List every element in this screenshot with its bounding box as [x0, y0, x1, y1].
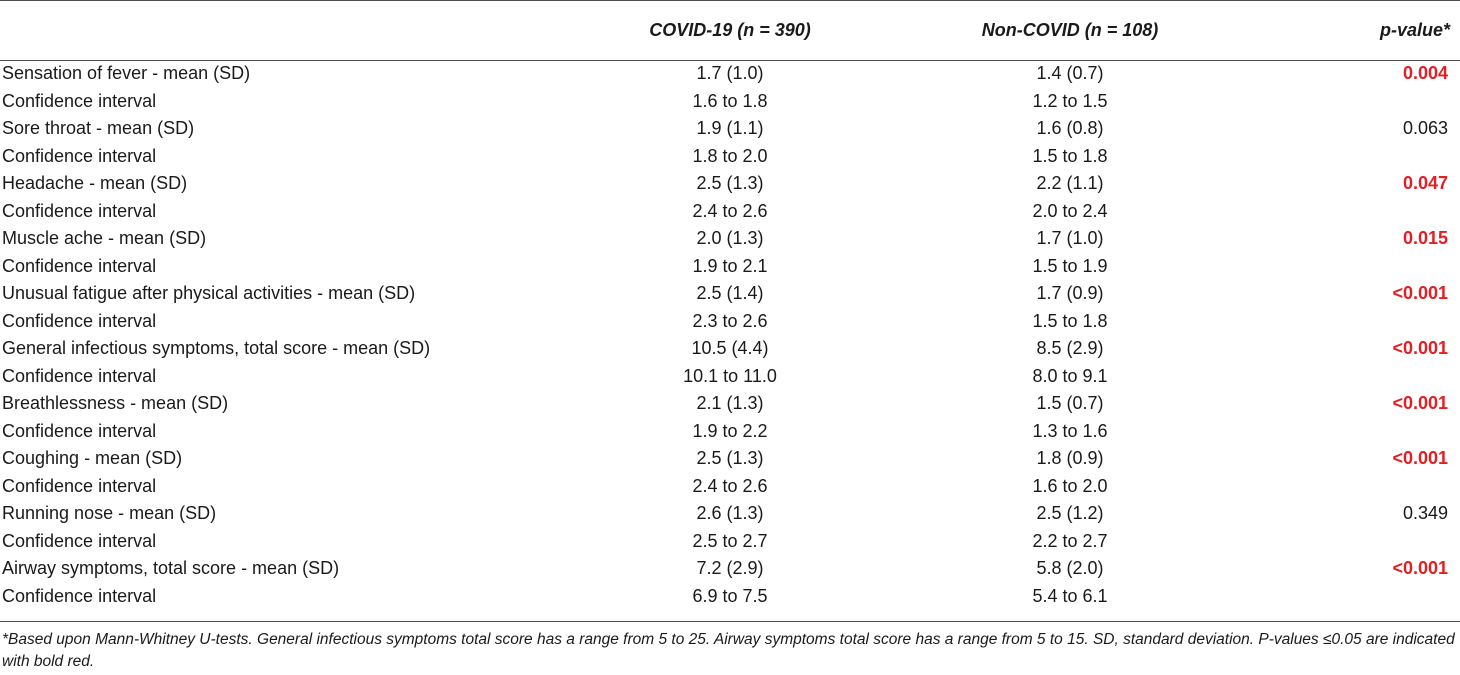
non-covid-value: 1.3 to 1.6 — [1032, 420, 1108, 441]
non-covid-value: 2.0 to 2.4 — [1032, 200, 1108, 221]
table-row — [0, 583, 1460, 611]
row-label: Confidence interval — [2, 200, 157, 221]
covid-value: 2.5 (1.3) — [696, 173, 764, 194]
table-row — [0, 555, 1460, 583]
p-value: 0.015 — [1402, 228, 1448, 249]
table-row — [0, 170, 1460, 198]
covid-value: 2.6 (1.3) — [696, 503, 764, 524]
p-value — [1240, 528, 1460, 556]
p-value — [1240, 308, 1460, 336]
row-label: Sore throat - mean (SD) — [2, 118, 195, 139]
p-value: 0.063 — [1402, 118, 1448, 139]
table-bottom-rule — [0, 621, 1460, 622]
row-label: Airway symptoms, total score - mean (SD) — [2, 558, 340, 579]
non-covid-value: 1.6 (0.8) — [1036, 118, 1104, 139]
header-non-covid: Non-COVID (n = 108) — [981, 19, 1159, 40]
table-row — [0, 60, 1460, 88]
non-covid-value: 8.0 to 9.1 — [1032, 365, 1108, 386]
covid-value: 2.5 to 2.7 — [692, 530, 768, 551]
table-row — [0, 528, 1460, 556]
covid-value: 1.7 (1.0) — [696, 63, 764, 84]
covid-value: 1.6 to 1.8 — [692, 90, 768, 111]
covid-value: 2.1 (1.3) — [696, 393, 764, 414]
covid-value: 1.8 to 2.0 — [692, 145, 768, 166]
p-value: <0.001 — [1392, 448, 1448, 469]
p-value — [1240, 253, 1460, 281]
non-covid-value: 1.2 to 1.5 — [1032, 90, 1108, 111]
covid-value: 10.5 (4.4) — [691, 338, 769, 359]
non-covid-value: 1.5 to 1.8 — [1032, 310, 1108, 331]
header-label — [0, 0, 560, 60]
non-covid-value: 5.8 (2.0) — [1036, 558, 1104, 579]
p-value — [1240, 143, 1460, 171]
non-covid-value: 1.6 to 2.0 — [1032, 475, 1108, 496]
table-row — [0, 198, 1460, 226]
non-covid-value: 5.4 to 6.1 — [1032, 585, 1108, 606]
table-row — [0, 500, 1460, 528]
covid-value: 7.2 (2.9) — [696, 558, 764, 579]
row-label: Confidence interval — [2, 310, 157, 331]
table-row — [0, 335, 1460, 363]
p-value — [1240, 473, 1460, 501]
non-covid-value: 1.7 (1.0) — [1036, 228, 1104, 249]
covid-value: 1.9 to 2.2 — [692, 420, 768, 441]
p-value — [1240, 418, 1460, 446]
covid-value: 1.9 to 2.1 — [692, 255, 768, 276]
row-label: Sensation of fever - mean (SD) — [2, 63, 251, 84]
table-row — [0, 115, 1460, 143]
row-label: Confidence interval — [2, 145, 157, 166]
non-covid-value: 8.5 (2.9) — [1036, 338, 1104, 359]
row-label: General infectious symptoms, total score - mean (SD) — [2, 338, 431, 359]
non-covid-value: 2.2 (1.1) — [1036, 173, 1104, 194]
covid-value: 2.4 to 2.6 — [692, 475, 768, 496]
table-body — [0, 60, 1460, 610]
p-value: <0.001 — [1392, 558, 1448, 579]
p-value — [1240, 583, 1460, 611]
covid-value: 2.5 (1.4) — [696, 283, 764, 304]
covid-value: 6.9 to 7.5 — [692, 585, 768, 606]
p-value: 0.047 — [1402, 173, 1448, 194]
row-label: Headache - mean (SD) — [2, 173, 188, 194]
table-row — [0, 363, 1460, 391]
covid-value: 2.3 to 2.6 — [692, 310, 768, 331]
p-value: <0.001 — [1392, 338, 1448, 359]
row-label: Confidence interval — [2, 255, 157, 276]
header-covid: COVID-19 (n = 390) — [649, 19, 811, 40]
non-covid-value: 1.7 (0.9) — [1036, 283, 1104, 304]
table-header-row — [0, 0, 1460, 60]
header-p-value: p-value* — [1379, 19, 1450, 40]
non-covid-value: 2.2 to 2.7 — [1032, 530, 1108, 551]
row-label: Confidence interval — [2, 420, 157, 441]
non-covid-value: 1.5 to 1.9 — [1032, 255, 1108, 276]
covid-value: 10.1 to 11.0 — [683, 365, 777, 386]
p-value: <0.001 — [1392, 393, 1448, 414]
row-label: Confidence interval — [2, 365, 157, 386]
table-row — [0, 418, 1460, 446]
row-label: Confidence interval — [2, 475, 157, 496]
table-row — [0, 390, 1460, 418]
p-value: 0.004 — [1402, 63, 1448, 84]
row-label: Coughing - mean (SD) — [2, 448, 183, 469]
non-covid-value: 1.5 to 1.8 — [1032, 145, 1108, 166]
row-label: Confidence interval — [2, 530, 157, 551]
table-row — [0, 225, 1460, 253]
row-label: Unusual fatigue after physical activities - mean (SD) — [2, 283, 416, 304]
table-row — [0, 308, 1460, 336]
row-label: Breathlessness - mean (SD) — [2, 393, 229, 414]
table-row — [0, 88, 1460, 116]
row-label: Muscle ache - mean (SD) — [2, 228, 207, 249]
non-covid-value: 1.5 (0.7) — [1036, 393, 1104, 414]
p-value — [1240, 88, 1460, 116]
table-footnote: *Based upon Mann-Whitney U-tests. General infectious symptoms total score has a range from 5 to 25. Airway symptoms total score has a range from 5 to 15. SD, standard deviation. P-values ≤0.05 are indicated with bold red. — [2, 631, 1455, 670]
table-row — [0, 280, 1460, 308]
row-label: Confidence interval — [2, 585, 157, 606]
non-covid-value: 1.8 (0.9) — [1036, 448, 1104, 469]
p-value — [1240, 363, 1460, 391]
table-row — [0, 253, 1460, 281]
row-label: Confidence interval — [2, 90, 157, 111]
covid-value: 1.9 (1.1) — [696, 118, 764, 139]
p-value — [1240, 198, 1460, 226]
covid-value: 2.0 (1.3) — [696, 228, 764, 249]
p-value: 0.349 — [1402, 503, 1448, 524]
non-covid-value: 1.4 (0.7) — [1036, 63, 1104, 84]
table-row — [0, 143, 1460, 171]
covid-value: 2.4 to 2.6 — [692, 200, 768, 221]
table-row — [0, 445, 1460, 473]
table-row — [0, 473, 1460, 501]
non-covid-value: 2.5 (1.2) — [1036, 503, 1104, 524]
row-label: Running nose - mean (SD) — [2, 503, 217, 524]
covid-value: 2.5 (1.3) — [696, 448, 764, 469]
p-value: <0.001 — [1392, 283, 1448, 304]
